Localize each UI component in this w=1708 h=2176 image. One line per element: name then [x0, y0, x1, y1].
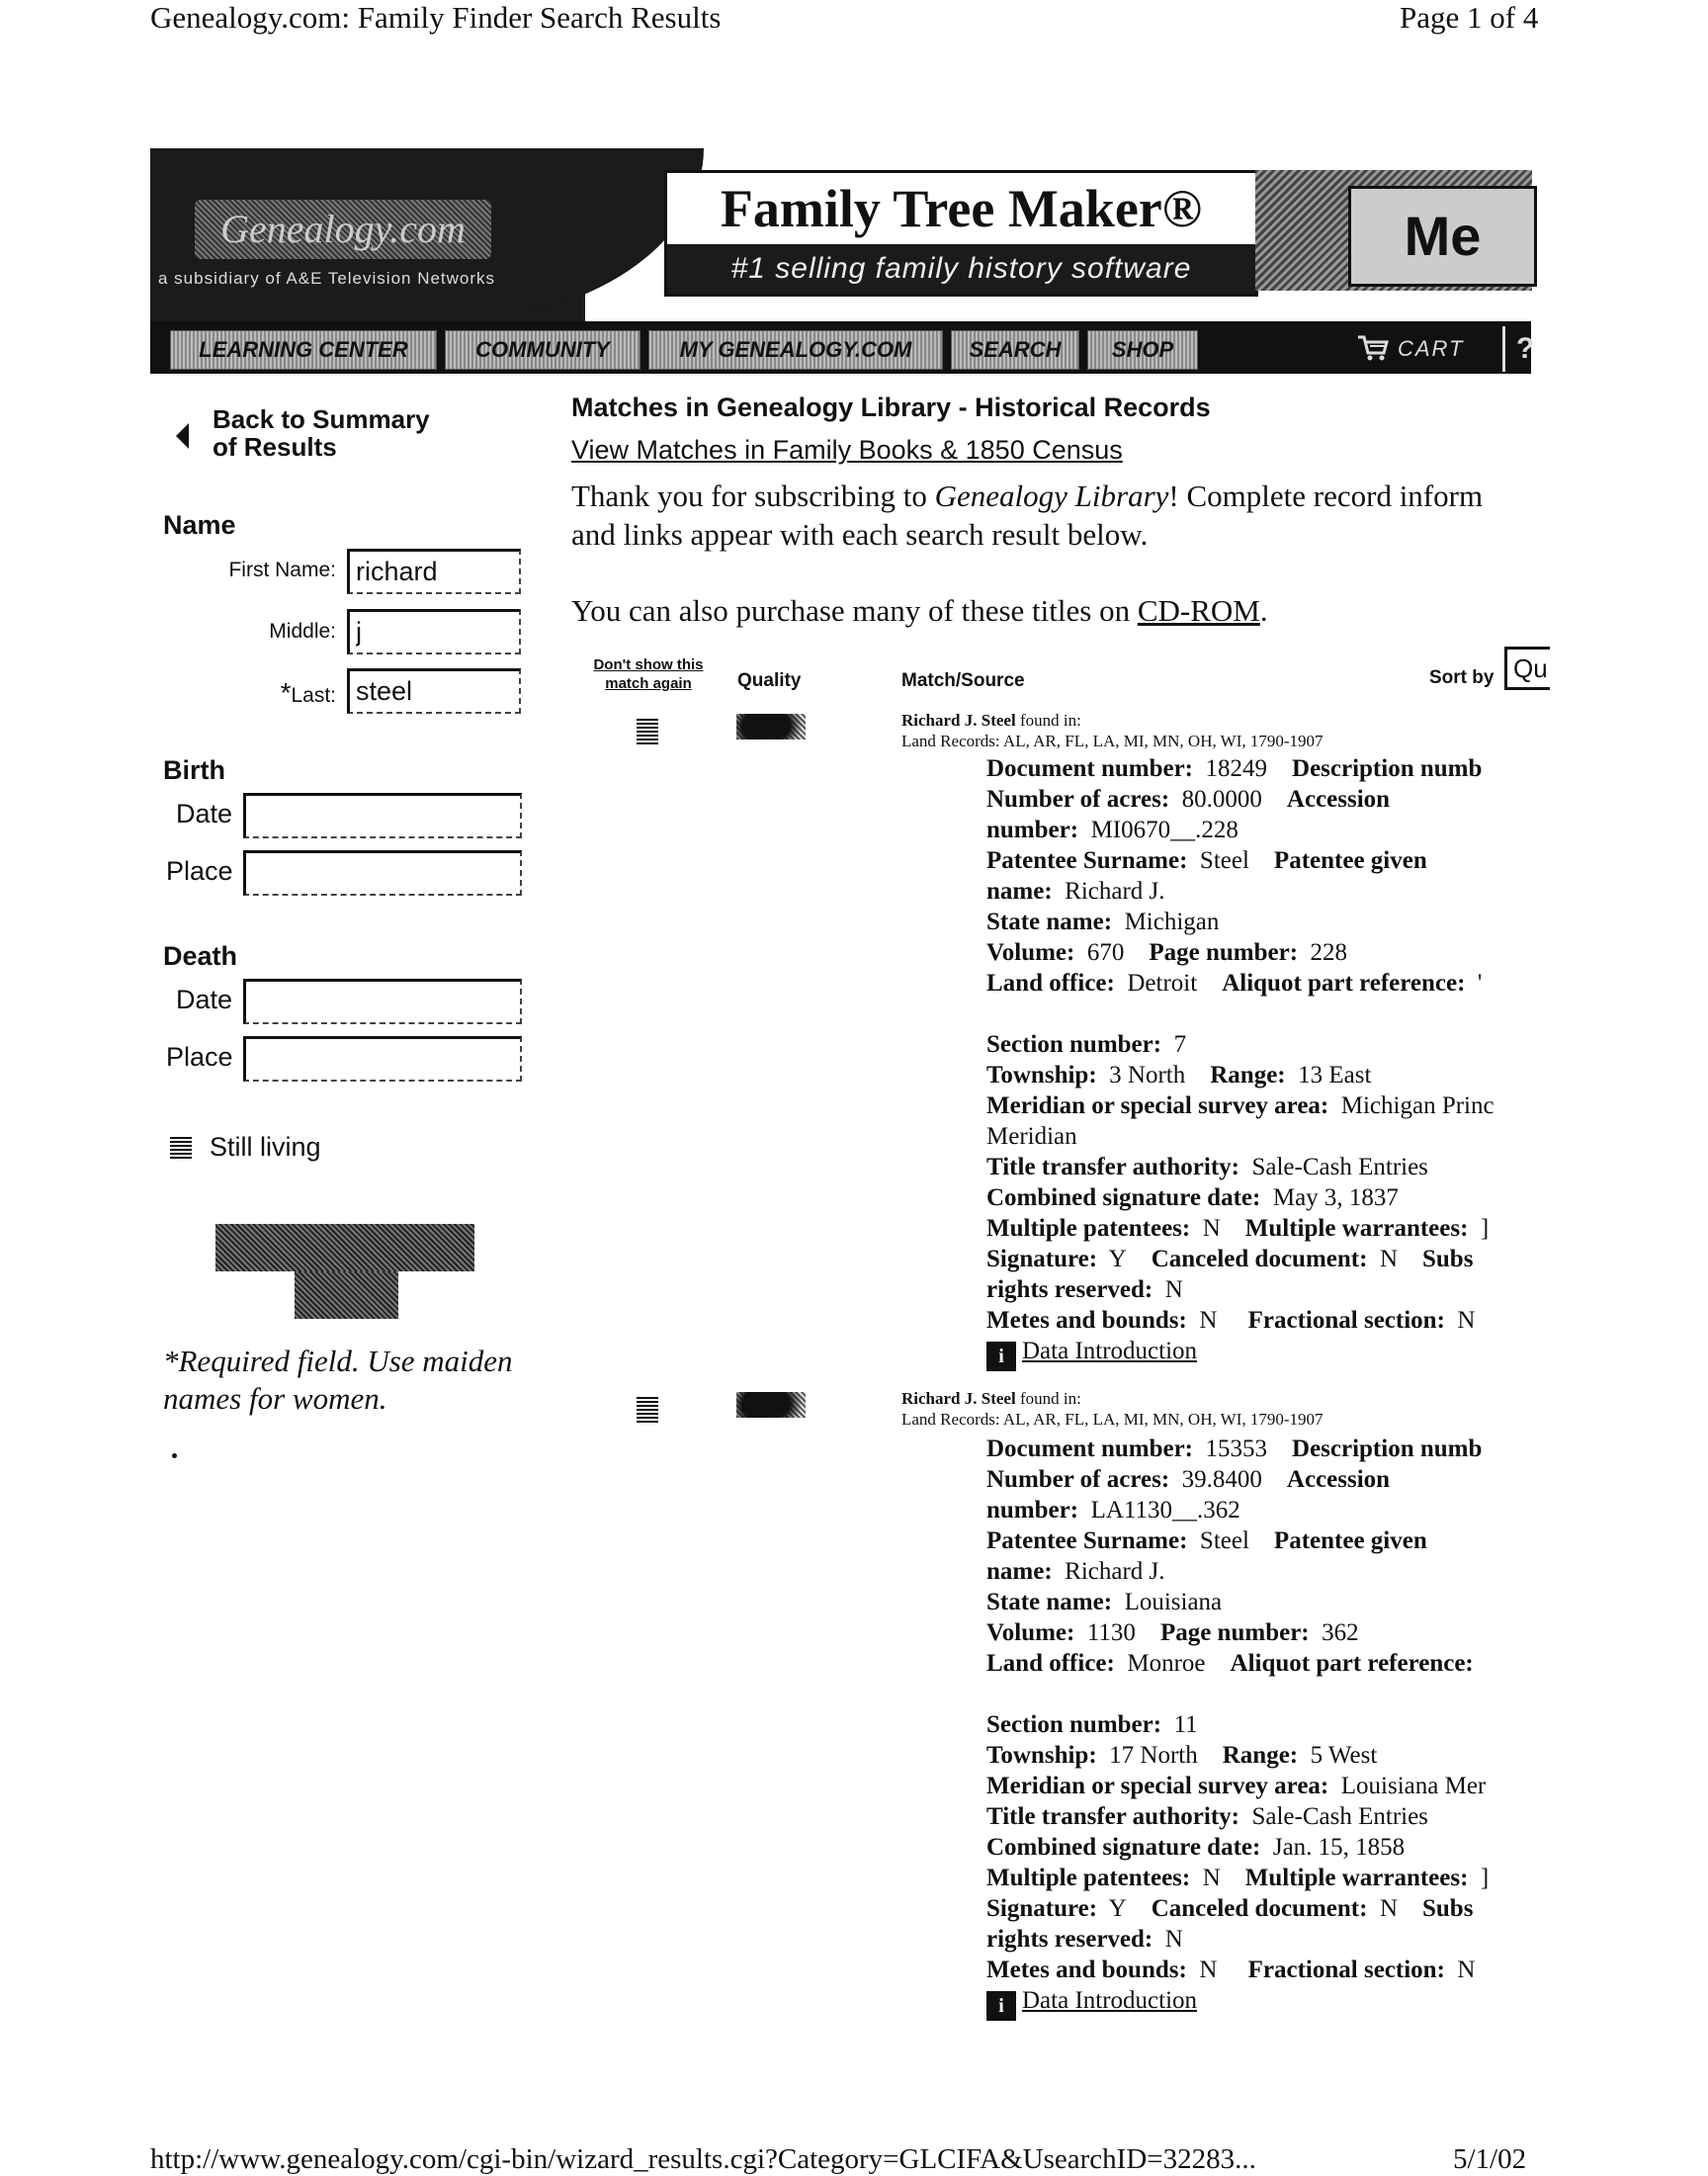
required-star: *	[280, 677, 292, 708]
desc-label: Description numb	[1292, 1436, 1483, 1462]
transfer-label: Title transfer authority:	[986, 1803, 1239, 1830]
site-banner	[150, 148, 1535, 374]
doc-label: Document number:	[986, 755, 1194, 782]
page-label: Page number:	[1149, 939, 1299, 966]
help-link[interactable]: ?	[1516, 332, 1535, 365]
page-title: Matches in Genealogy Library - Historical Records	[571, 392, 1211, 422]
cd-text-b: .	[1259, 593, 1268, 628]
still-living-label: Still living	[210, 1132, 321, 1162]
found-in-text: found in:	[1015, 1389, 1081, 1408]
volume-value: 1130	[1086, 1619, 1136, 1646]
multwar-label: Multiple warrantees:	[1244, 1865, 1469, 1891]
col-quality: Quality	[737, 670, 802, 691]
middle-name-label: Middle:	[269, 620, 336, 643]
meridian-value: Louisiana Mer	[1340, 1773, 1487, 1799]
office-label: Land office:	[986, 1650, 1115, 1677]
accession-label: Accession	[1286, 786, 1391, 813]
desc-label: Description numb	[1292, 755, 1483, 782]
record-details	[986, 1434, 1550, 2016]
transfer-label: Title transfer authority:	[986, 1154, 1239, 1180]
cart-icon	[1356, 334, 1390, 362]
volume-value: 670	[1086, 939, 1125, 966]
sigdate-value: May 3, 1837	[1272, 1184, 1399, 1211]
given-value: Richard J.	[1065, 1558, 1165, 1585]
range-label: Range:	[1222, 1742, 1299, 1769]
nav-learning-center[interactable]: LEARNING CENTER	[170, 330, 437, 370]
nav-community[interactable]: COMMUNITY	[445, 330, 640, 370]
record-source-text: Land Records: AL, AR, FL, LA, MI, MN, OH, WI, 1790-1907	[901, 1410, 1324, 1429]
back-line-1: Back to Summary	[213, 404, 430, 434]
back-to-summary-link[interactable]	[213, 405, 430, 461]
ad-me-button[interactable]: Me	[1348, 186, 1537, 287]
col-match-source: Match/Source	[901, 670, 1025, 691]
metes-label: Metes and bounds:	[986, 1957, 1187, 1983]
range-value: 13 East	[1298, 1062, 1372, 1088]
print-header-page: Page 1 of 4	[1400, 0, 1539, 35]
cd-rom-text	[571, 593, 1268, 629]
found-in-text: found in:	[1015, 711, 1081, 730]
genealogy-library-name: Genealogy Library	[934, 479, 1169, 513]
genealogy-logo[interactable]: Genealogy.com	[195, 200, 491, 259]
ad-tagline: #1 selling family history software	[667, 244, 1255, 294]
print-footer-url: http://www.genealogy.com/cgi-bin/wizard_results.cgi?Category=GLCIFA&UsearchID=32283...	[150, 2143, 1256, 2175]
surname-value: Steel	[1199, 1527, 1249, 1554]
office-value: Monroe	[1127, 1650, 1206, 1677]
meridian-label: Meridian or special survey area:	[986, 1773, 1329, 1799]
volume-label: Volume:	[986, 1619, 1075, 1646]
accession-label: Accession	[1286, 1466, 1391, 1493]
bullet-dot	[172, 1453, 177, 1458]
clear-button[interactable]	[295, 1271, 398, 1319]
data-introduction-link[interactable]: Data Introduction	[1022, 1987, 1198, 2014]
transfer-value: Sale-Cash Entries	[1251, 1803, 1428, 1830]
subs-label: Subs	[1422, 1895, 1474, 1922]
death-place-label: Place	[166, 1042, 233, 1072]
sigdate-label: Combined signature date:	[986, 1834, 1261, 1861]
birth-place-label: Place	[166, 856, 233, 886]
sig-label: Signature:	[986, 1895, 1098, 1922]
last-name-input[interactable]	[347, 668, 521, 714]
township-label: Township:	[986, 1742, 1097, 1769]
canceled-label: Canceled document:	[1151, 1246, 1368, 1272]
nav-search[interactable]: SEARCH	[951, 330, 1079, 370]
first-name-label: First Name:	[228, 559, 336, 581]
record-name: Richard J. Steel	[901, 711, 1016, 730]
intro-line-2: and links appear with each search result below.	[571, 517, 1149, 552]
page-value: 228	[1310, 939, 1348, 966]
accession-value: LA1130__.362	[1090, 1497, 1240, 1523]
still-living-checkbox[interactable]	[170, 1137, 192, 1159]
rights-label: rights reserved:	[986, 1926, 1153, 1953]
fractional-label: Fractional section:	[1247, 1957, 1445, 1983]
multpat-label: Multiple patentees:	[986, 1215, 1191, 1242]
range-label: Range:	[1210, 1062, 1286, 1088]
metes-value: N	[1199, 1957, 1218, 1983]
multpat-value: N	[1202, 1865, 1221, 1891]
multwar-value: ]	[1480, 1215, 1490, 1242]
state-label: State name:	[986, 1589, 1113, 1615]
cart-link[interactable]	[1356, 330, 1465, 368]
meridian-value: Michigan Princ	[1340, 1092, 1494, 1119]
rights-value: N	[1164, 1276, 1183, 1303]
metes-label: Metes and bounds:	[986, 1307, 1187, 1334]
transfer-value: Sale-Cash Entries	[1251, 1154, 1428, 1180]
state-value: Louisiana	[1124, 1589, 1223, 1615]
number-label: number:	[986, 1497, 1079, 1523]
canceled-label: Canceled document:	[1151, 1895, 1368, 1922]
volume-label: Volume:	[986, 939, 1075, 966]
data-introduction-link[interactable]: Data Introduction	[1022, 1338, 1198, 1364]
sig-label: Signature:	[986, 1246, 1098, 1272]
sort-select[interactable]: Qu	[1504, 647, 1550, 690]
fractional-value: N	[1457, 1957, 1476, 1983]
cd-text-a: You can also purchase many of these titles on	[571, 593, 1138, 628]
page-value: 362	[1322, 1619, 1359, 1646]
acres-label: Number of acres:	[986, 1466, 1170, 1493]
rights-label: rights reserved:	[986, 1276, 1153, 1303]
doc-value: 15353	[1205, 1436, 1268, 1462]
info-icon[interactable]: i	[986, 1342, 1016, 1371]
family-tree-maker-ad[interactable]	[664, 170, 1258, 297]
given-label: Patentee given	[1273, 847, 1427, 874]
dont-show-checkbox[interactable]	[637, 719, 658, 744]
death-place-input[interactable]	[243, 1036, 522, 1082]
back-arrow-icon[interactable]	[176, 423, 189, 449]
subs-label: Subs	[1422, 1246, 1474, 1272]
surname-value: Steel	[1199, 847, 1249, 874]
sigdate-value: Jan. 15, 1858	[1272, 1834, 1406, 1861]
required-field-note: *Required field. Use maiden names for women.	[163, 1344, 513, 1416]
doc-label: Document number:	[986, 1436, 1194, 1462]
quality-stars-icon	[736, 1392, 806, 1418]
record-source-text: Land Records: AL, AR, FL, LA, MI, MN, OH, WI, 1790-1907	[901, 732, 1324, 750]
nav-shop[interactable]: SHOP	[1087, 330, 1198, 370]
surname-label: Patentee Surname:	[986, 847, 1188, 874]
aliquot-label: Aliquot part reference:	[1230, 1650, 1474, 1677]
canceled-value: N	[1379, 1895, 1398, 1922]
intro-part-a: Thank you for subscribing to	[571, 479, 935, 513]
nav-separator	[1502, 326, 1505, 372]
search-button[interactable]	[215, 1224, 474, 1271]
given-label: Patentee given	[1273, 1527, 1427, 1554]
multpat-value: N	[1202, 1215, 1221, 1242]
given-name-label: name:	[986, 878, 1053, 905]
aliquot-label: Aliquot part reference:	[1222, 970, 1466, 997]
section-label: Section number:	[986, 1031, 1162, 1058]
first-name-input[interactable]	[347, 549, 521, 594]
meridian-value-2: Meridian	[986, 1123, 1077, 1150]
township-value: 3 North	[1109, 1062, 1186, 1088]
fractional-value: N	[1457, 1307, 1476, 1334]
aliquot-value: '	[1477, 970, 1483, 997]
print-footer-date: 5/1/02	[1453, 2143, 1527, 2175]
state-label: State name:	[986, 909, 1113, 935]
quality-stars-icon	[736, 714, 806, 740]
state-value: Michigan	[1124, 909, 1220, 935]
canceled-value: N	[1379, 1246, 1398, 1272]
sig-value: Y	[1108, 1246, 1127, 1272]
multwar-label: Multiple warrantees:	[1244, 1215, 1469, 1242]
cart-label: CART	[1398, 336, 1465, 361]
death-date-input[interactable]	[243, 979, 522, 1024]
view-matches-link[interactable]: View Matches in Family Books & 1850 Census	[571, 435, 1123, 465]
record-source	[901, 710, 1324, 751]
birth-date-label: Date	[176, 799, 233, 828]
acres-value: 39.8400	[1181, 1466, 1262, 1493]
death-date-label: Date	[176, 985, 233, 1014]
death-heading: Death	[163, 941, 238, 971]
sigdate-label: Combined signature date:	[986, 1184, 1261, 1211]
sig-value: Y	[1108, 1895, 1127, 1922]
intro-text	[571, 477, 1550, 554]
multwar-value: ]	[1480, 1865, 1490, 1891]
print-header-title: Genealogy.com: Family Finder Search Results	[150, 0, 722, 35]
back-line-2: of Results	[213, 432, 337, 462]
meridian-label: Meridian or special survey area:	[986, 1092, 1329, 1119]
cd-rom-link[interactable]: CD-ROM	[1137, 593, 1260, 628]
name-heading: Name	[163, 510, 236, 540]
township-value: 17 North	[1109, 1742, 1198, 1769]
surname-label: Patentee Surname:	[986, 1527, 1188, 1554]
range-value: 5 West	[1310, 1742, 1378, 1769]
office-label: Land office:	[986, 970, 1115, 997]
info-icon[interactable]: i	[986, 1991, 1016, 2021]
given-value: Richard J.	[1065, 878, 1165, 905]
record-name: Richard J. Steel	[901, 1389, 1016, 1408]
record-source	[901, 1388, 1324, 1430]
township-label: Township:	[986, 1062, 1097, 1088]
record-details	[986, 753, 1550, 1366]
nav-my-genealogy[interactable]: MY GENEALOGY.COM	[648, 330, 943, 370]
ad-title: Family Tree Maker®	[720, 179, 1203, 238]
sort-by-label: Sort by	[1429, 667, 1494, 688]
last-name-label-text: Last:	[291, 684, 336, 707]
subsidiary-text: a subsidiary of A&E Television Networks	[158, 269, 496, 288]
office-value: Detroit	[1127, 970, 1198, 997]
dont-show-checkbox[interactable]	[637, 1397, 658, 1423]
birth-heading: Birth	[163, 755, 225, 785]
last-name-label	[227, 677, 336, 709]
section-value: 11	[1173, 1711, 1198, 1738]
section-value: 7	[1173, 1031, 1187, 1058]
fractional-label: Fractional section:	[1247, 1307, 1445, 1334]
metes-value: N	[1199, 1307, 1218, 1334]
rights-value: N	[1164, 1926, 1183, 1953]
number-label: number:	[986, 817, 1079, 843]
intro-part-b: ! Complete record inform	[1168, 479, 1484, 513]
doc-value: 18249	[1205, 755, 1268, 782]
acres-value: 80.0000	[1181, 786, 1262, 813]
acres-label: Number of acres:	[986, 786, 1170, 813]
multpat-label: Multiple patentees:	[986, 1865, 1191, 1891]
col-dont-show[interactable]: Don't show this match again	[593, 656, 704, 692]
birth-place-input[interactable]	[243, 850, 522, 896]
accession-value: MI0670__.228	[1090, 817, 1238, 843]
section-label: Section number:	[986, 1711, 1162, 1738]
given-name-label: name:	[986, 1558, 1053, 1585]
page-label: Page number:	[1159, 1619, 1310, 1646]
middle-name-input[interactable]	[347, 609, 521, 654]
birth-date-input[interactable]	[243, 793, 522, 838]
